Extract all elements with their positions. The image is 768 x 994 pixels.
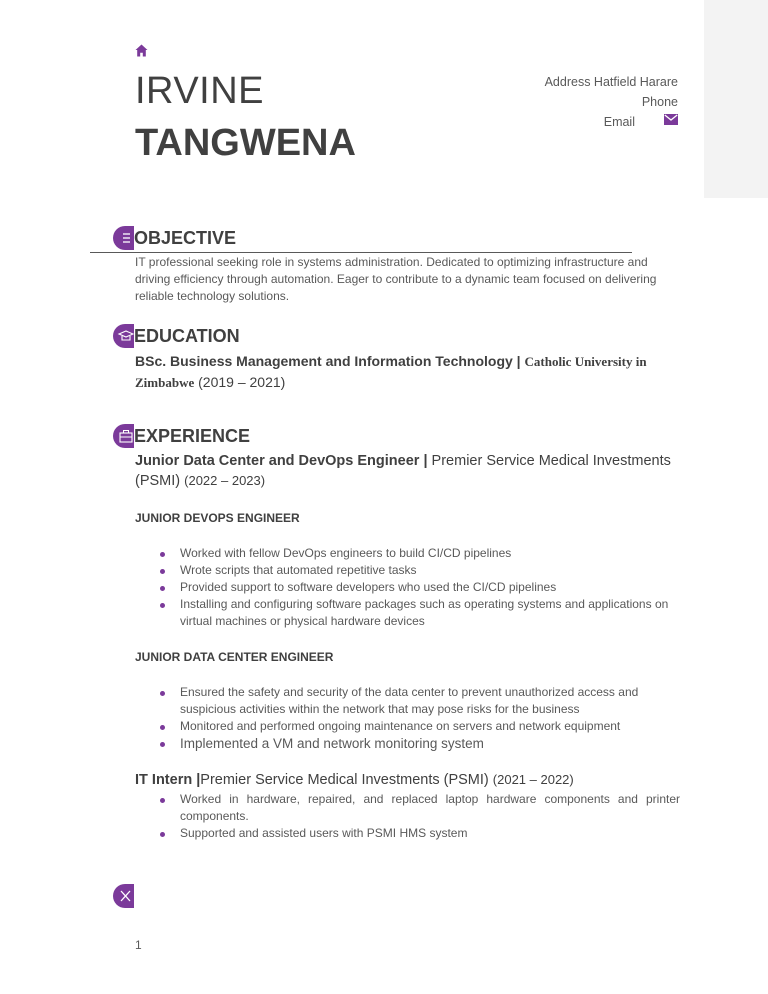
first-name: IRVINE bbox=[135, 70, 265, 112]
job-role: Junior Data Center and DevOps Engineer | bbox=[135, 453, 428, 469]
graduation-cap-icon bbox=[113, 324, 134, 348]
intern-entry bbox=[135, 770, 695, 790]
list-item: Ensured the safety and security of the data center to prevent unauthorized access and suspicious activities within the network that may pose risks for the business bbox=[135, 684, 680, 718]
list-item: Implemented a VM and network monitoring system bbox=[135, 735, 680, 753]
list-item: Worked with fellow DevOps engineers to build CI/CD pipelines bbox=[135, 545, 680, 562]
datacenter-bullets bbox=[135, 684, 680, 753]
education-dates: (2019 – 2021) bbox=[198, 374, 286, 390]
intern-role: IT Intern | bbox=[135, 772, 201, 788]
degree: BSc. Business Management and Information Technology | bbox=[135, 353, 521, 369]
tools-icon bbox=[113, 884, 134, 908]
last-name: TANGWENA bbox=[135, 122, 356, 164]
objective-icon bbox=[113, 226, 134, 250]
list-item: Worked in hardware, repaired, and replaced laptop hardware components and printer components. bbox=[135, 791, 680, 825]
job-company: Premier Service Medical Investments (PSMI) bbox=[135, 453, 671, 489]
briefcase-icon bbox=[113, 424, 134, 448]
objective-title: OBJECTIVE bbox=[134, 228, 237, 248]
intern-company: Premier Service Medical Investments (PSMI) bbox=[200, 772, 489, 788]
list-item: Monitored and performed ongoing maintenance on servers and network equipment bbox=[135, 718, 680, 735]
section-divider bbox=[90, 252, 632, 253]
job-entry bbox=[135, 451, 695, 491]
education-entry bbox=[135, 351, 695, 393]
list-item: Installing and configuring software packages such as operating systems and applications on virtual machines or physical hardware devices bbox=[135, 596, 680, 630]
objective-text: IT professional seeking role in systems administration. Dedicated to optimizing infrastructure and driving efficiency through automation. Eager to contribute to a dynamic team focused on delivering reliable technology solutions. bbox=[135, 255, 657, 303]
address: Address Hatfield Harare bbox=[544, 75, 678, 89]
intern-dates: (2021 – 2022) bbox=[492, 772, 574, 787]
education-title: EDUCATION bbox=[134, 326, 240, 346]
datacenter-title: JUNIOR DATA CENTER ENGINEER bbox=[135, 650, 334, 664]
side-panel bbox=[704, 0, 768, 198]
list-item: Provided support to software developers who used the CI/CD pipelines bbox=[135, 579, 680, 596]
list-item: Supported and assisted users with PSMI HMS system bbox=[135, 825, 680, 842]
devops-title: JUNIOR DEVOPS ENGINEER bbox=[135, 511, 300, 525]
devops-bullets bbox=[135, 545, 680, 630]
contact-block bbox=[545, 72, 678, 132]
mail-icon bbox=[664, 114, 678, 125]
home-icon bbox=[135, 44, 148, 57]
email: Email bbox=[603, 115, 635, 129]
school: Catholic University in Zimbabwe bbox=[135, 354, 647, 390]
page-number: 1 bbox=[135, 938, 142, 952]
job-dates: (2022 – 2023) bbox=[184, 473, 266, 488]
intern-bullets bbox=[135, 791, 680, 842]
list-item: Wrote scripts that automated repetitive tasks bbox=[135, 562, 680, 579]
experience-title: EXPERIENCE bbox=[134, 426, 251, 446]
phone: Phone bbox=[641, 95, 678, 109]
